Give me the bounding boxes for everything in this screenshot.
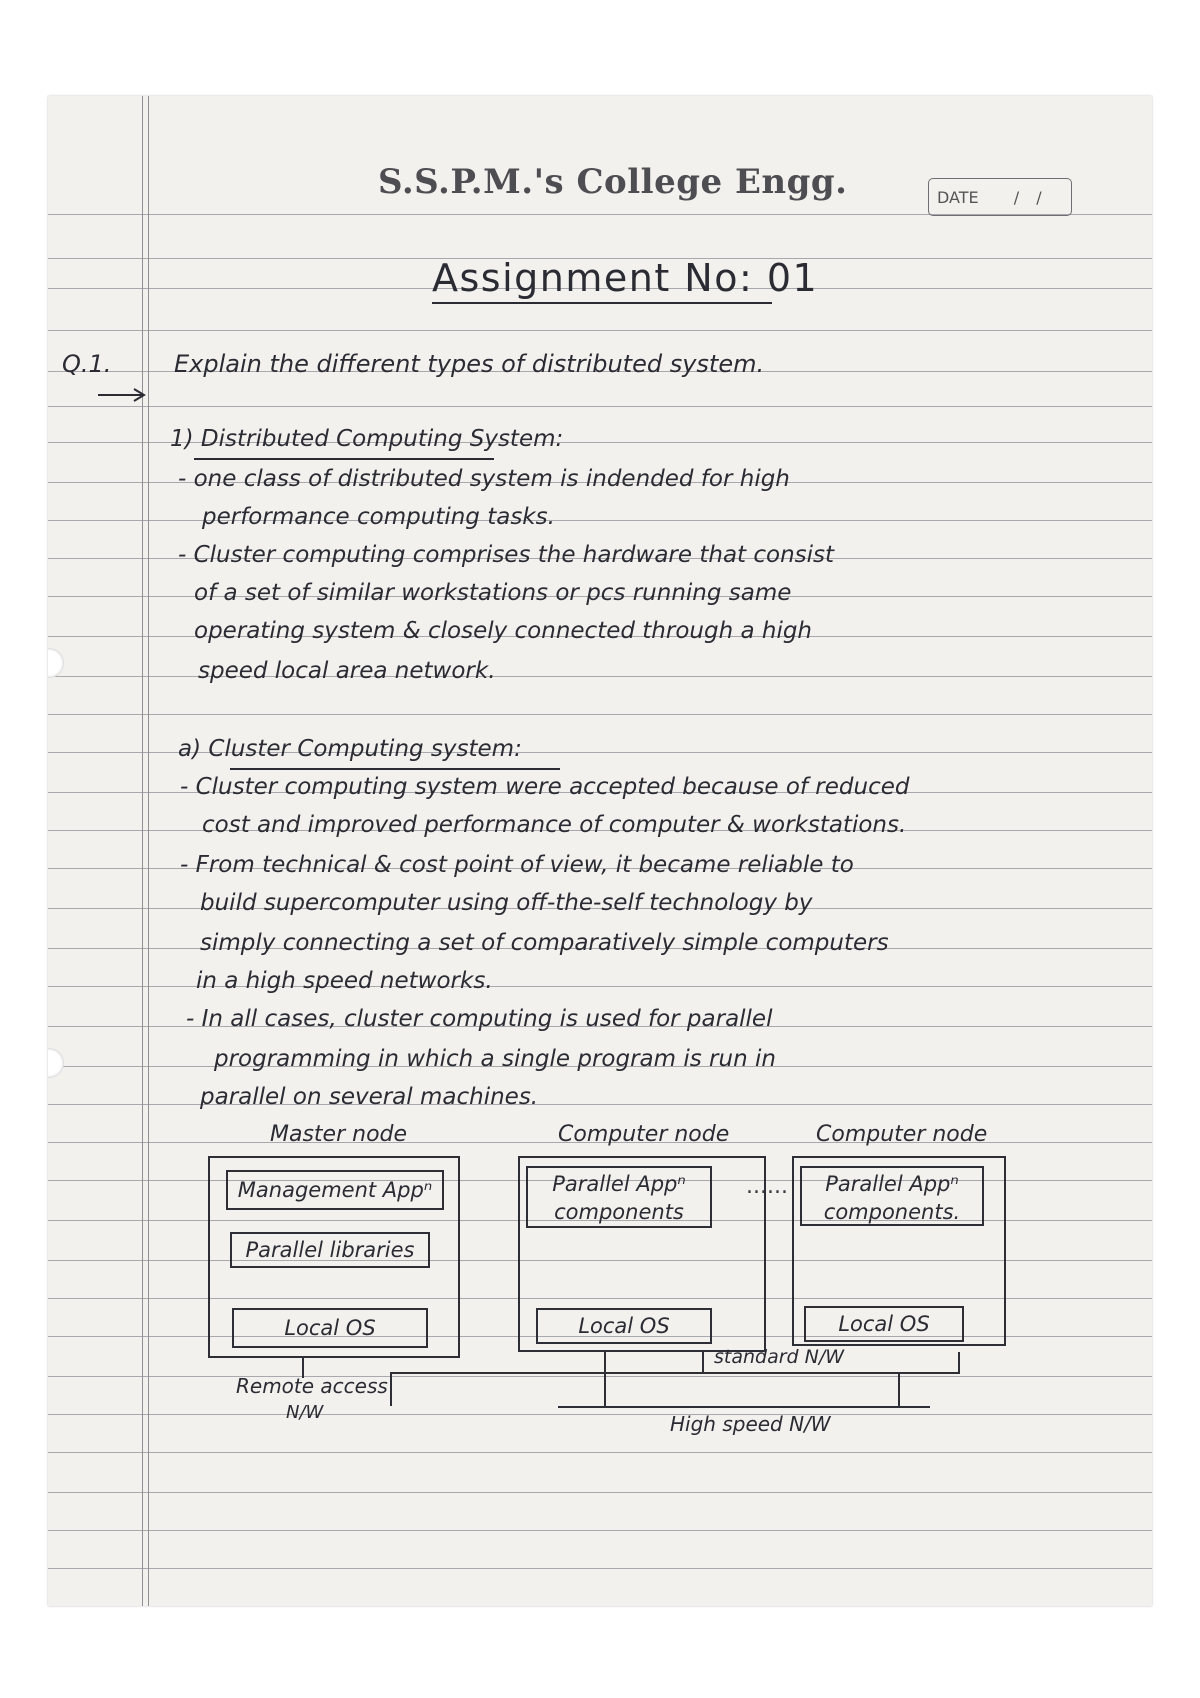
section1-heading-underline: [194, 458, 494, 460]
date-value: / /: [1013, 188, 1048, 207]
title-underline: [432, 302, 772, 304]
parallel-libraries-box: Parallel libraries: [230, 1232, 430, 1268]
ruled-line: [48, 1414, 1152, 1415]
compute-node-2-high-speed-wire: [898, 1374, 900, 1408]
master-local-os-box: Local OS: [232, 1308, 428, 1348]
high-speed-nw-label: High speed N/W: [670, 1412, 831, 1436]
compute-node-2-app-line1: Parallel Appⁿ: [825, 1172, 959, 1196]
compute-node-1-standard-wire: [702, 1352, 704, 1374]
section1-line: speed local area network.: [198, 658, 496, 684]
compute-node-1-app-box: [526, 1166, 712, 1228]
section2-line: - From technical & cost point of view, it became reliable to: [180, 852, 854, 878]
master-node-label: Master node: [270, 1122, 408, 1147]
compute-node-2-app-line2: components.: [823, 1200, 961, 1224]
remote-access-label: Remote access: [236, 1374, 388, 1398]
ruled-line: [48, 714, 1152, 715]
compute-node-1-app-line1: Parallel Appⁿ: [552, 1172, 686, 1196]
punch-hole: [48, 648, 64, 678]
margin-line: [148, 96, 149, 1606]
section2-line: simply connecting a set of comparatively simple computers: [200, 930, 889, 956]
node-ellipsis: ......: [746, 1174, 788, 1199]
section2-line: - In all cases, cluster computing is used for parallel: [186, 1006, 773, 1032]
section1-line: performance computing tasks.: [202, 504, 555, 530]
section2-line: in a high speed networks.: [196, 968, 493, 994]
arrow-right-icon: [96, 386, 148, 404]
compute-node-2-app-box: [800, 1166, 984, 1226]
ruled-line: [48, 1568, 1152, 1569]
date-label: DATE: [937, 188, 979, 207]
ruled-line: [48, 1452, 1152, 1453]
section2-line: build supercomputer using off-the-self technology by: [200, 890, 813, 916]
question-number: Q.1.: [62, 350, 112, 378]
page-title: Assignment No: 01: [432, 256, 819, 300]
notebook-page: [48, 96, 1152, 1606]
remote-access-nw-label: N/W: [286, 1402, 324, 1423]
compute-node-2-standard-wire: [958, 1352, 960, 1374]
compute-node-2-label: Computer node: [816, 1122, 988, 1147]
section2-line: - Cluster computing system were accepted because of reduced: [180, 774, 910, 800]
section1-line: - one class of distributed system is indended for high: [178, 466, 790, 492]
compute-node-1-local-os-box: Local OS: [536, 1308, 712, 1344]
compute-node-1-app-line2: components: [554, 1200, 684, 1224]
section1-heading: 1) Distributed Computing System:: [170, 426, 564, 452]
remote-access-wire: [390, 1372, 392, 1406]
ruled-line: [48, 1530, 1152, 1531]
punch-hole: [48, 1048, 64, 1078]
ruled-line: [48, 1492, 1152, 1493]
section2-line: programming in which a single program is run in: [214, 1046, 776, 1072]
section2-line: cost and improved performance of computer & workstations.: [202, 812, 907, 838]
margin-line: [142, 96, 143, 1606]
ruled-line: [48, 406, 1152, 407]
management-app-box: Management Appⁿ: [226, 1170, 444, 1210]
compute-node-1-label: Computer node: [558, 1122, 730, 1147]
high-speed-network-bus: [558, 1406, 930, 1408]
standard-nw-label: standard N/W: [714, 1346, 845, 1368]
section2-line: parallel on several machines.: [200, 1084, 539, 1110]
college-name: S.S.P.M.'s College Engg.: [378, 162, 848, 202]
section2-heading: a) Cluster Computing system:: [178, 736, 522, 762]
ruled-line: [48, 330, 1152, 331]
date-box: [928, 178, 1072, 216]
ruled-line: [48, 1376, 1152, 1377]
section1-line: - Cluster computing comprises the hardware that consist: [178, 542, 835, 568]
section2-heading-underline: [230, 768, 560, 770]
section1-line: operating system & closely connected through a high: [194, 618, 813, 644]
compute-node-2-local-os-box: Local OS: [804, 1306, 964, 1342]
compute-node-1-high-speed-wire: [604, 1352, 606, 1408]
section1-line: of a set of similar workstations or pcs running same: [194, 580, 792, 606]
question-text: Explain the different types of distributed system.: [174, 350, 765, 378]
standard-network-bus: [390, 1372, 960, 1374]
